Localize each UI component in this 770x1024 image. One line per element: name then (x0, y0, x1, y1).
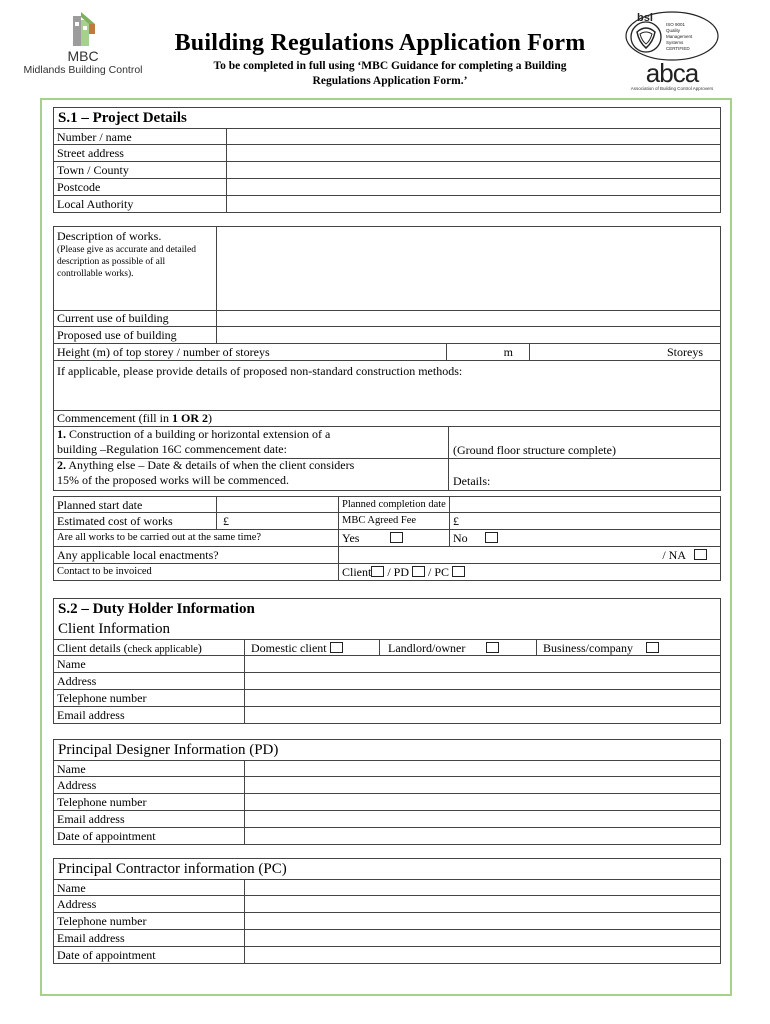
s1-row-current-use (53, 310, 721, 327)
s1-row-number-name (53, 128, 721, 145)
bsi-line-3: Management (666, 34, 693, 39)
s1-no-label: No (453, 531, 468, 545)
s1-yes-checkbox[interactable] (390, 532, 403, 543)
s1-row-option1 (53, 427, 721, 459)
s1-commencement-pre: Commencement (fill in (57, 411, 172, 425)
abca-subtitle: Association of Building Control Approvers (630, 86, 714, 91)
s1-input-estimated-cost[interactable] (217, 513, 338, 529)
bsi-line-2: Quality (666, 28, 681, 33)
s2-pd-input-email[interactable] (245, 811, 721, 827)
s1-row-proposed-use (53, 327, 721, 344)
s2-pd-label-name: Name (57, 762, 86, 776)
s1-label-town: Town / County (57, 163, 129, 177)
s2-pd-row-email (53, 811, 721, 828)
s2-pd-label-telephone: Telephone number (57, 795, 147, 809)
s2-client-input-email[interactable] (245, 707, 721, 723)
s2-pd-row-name (53, 760, 721, 777)
s1-row-invoice (53, 564, 721, 581)
s1-option1-line1: Construction of a building or horizontal extension of a (66, 427, 331, 441)
s2-pd-heading-row (53, 739, 721, 760)
s2-pc-input-email[interactable] (245, 930, 721, 946)
bsi-wordmark: bsi (637, 12, 653, 24)
s2-client-label-email: Email address (57, 708, 125, 722)
s1-input-local-authority[interactable] (227, 196, 721, 212)
s1-description-input[interactable] (217, 227, 720, 310)
s1-description-hint: (Please give as accurate and detailed description as possible of all controllable works). (57, 245, 196, 279)
s1-row-commencement (53, 410, 721, 427)
s2-client-type-close: ) (197, 641, 202, 655)
s1-row-street (53, 145, 721, 162)
mbc-abbreviation: MBC (67, 48, 99, 64)
s1-row-costs (53, 513, 721, 530)
s1-option2-text (57, 458, 447, 488)
s2-pc-label-address: Address (57, 897, 97, 911)
s1-commencement-bold: 1 OR 2 (171, 411, 208, 425)
s2-pc-label-name: Name (57, 881, 86, 895)
bsi-line-5: CERTIFIED (666, 46, 690, 51)
s1-option2-line1: Anything else – Date & details of when the client considers (66, 458, 355, 472)
s2-pc-heading: Principal Contractor information (PC) (58, 861, 287, 877)
s1-fee-currency: £ (453, 514, 459, 528)
s2-business-label: Business/company (543, 641, 633, 655)
s1-option1-text (57, 427, 447, 457)
s2-domestic-checkbox[interactable] (330, 642, 343, 653)
s2-pc-heading-row (53, 858, 721, 879)
s2-client-row-address (53, 673, 721, 690)
s2-option-domestic (245, 640, 379, 655)
s1-invoice-pc-checkbox[interactable] (452, 566, 465, 577)
s1-option2-details: Details: (453, 474, 491, 488)
s1-description-block (53, 226, 721, 311)
s1-row-nonstandard[interactable] (53, 361, 721, 411)
s1-label-planned-start: Planned start date (57, 498, 143, 512)
mbc-house-icon (61, 10, 105, 48)
s1-cost-currency: £ (223, 514, 229, 528)
s2-pd-label-appointment: Date of appointment (57, 829, 156, 843)
s2-client-row-name (53, 656, 721, 673)
s1-option1-note: (Ground floor structure complete) (453, 443, 616, 457)
s1-option2-input[interactable] (449, 458, 720, 490)
s2-option-business (537, 640, 721, 655)
s2-client-row-telephone (53, 690, 721, 707)
s2-pc-row-appointment (53, 947, 721, 964)
s2-pc-input-telephone[interactable] (245, 913, 721, 929)
s2-client-row-email (53, 707, 721, 724)
s1-label-local-authority: Local Authority (57, 197, 134, 211)
s1-input-current-use[interactable] (217, 310, 721, 326)
s1-commencement-label (54, 410, 454, 426)
s1-invoice-pd-label: / PD (387, 565, 410, 579)
s1-na-checkbox[interactable] (694, 549, 707, 560)
s1-row-option2 (53, 458, 721, 491)
s2-pc-row-address (53, 896, 721, 913)
s2-pc-label-email: Email address (57, 931, 125, 945)
s2-pc-row-telephone (53, 913, 721, 930)
s1-row-same-time (53, 530, 721, 547)
s1-label-current-use: Current use of building (57, 311, 169, 325)
mbc-organisation-name: Midlands Building Control (23, 64, 143, 76)
s2-landlord-checkbox[interactable] (486, 642, 499, 653)
s2-pc-label-telephone: Telephone number (57, 914, 147, 928)
bsi-line-4: Systems (666, 40, 684, 45)
s1-yes-option (339, 530, 449, 546)
s1-yes-label: Yes (342, 531, 360, 545)
s1-label-height: Height (m) of top storey / number of storeys (57, 345, 270, 359)
s1-input-postcode[interactable] (227, 179, 721, 195)
s1-no-option (450, 530, 530, 546)
s1-label-nonstandard: If applicable, please provide details of proposed non-standard construction methods: (57, 364, 463, 378)
subtitle-line-2: Regulations Application Form.’ (312, 75, 468, 87)
bsi-line-1: ISO 9001 (666, 22, 686, 27)
s1-input-planned-start[interactable] (217, 497, 338, 512)
s2-client-type-text: Client details ( (57, 641, 128, 655)
form-title: Building Regulations Application Form (174, 30, 586, 56)
s1-input-street[interactable] (227, 145, 721, 161)
s2-client-label-address: Address (57, 674, 97, 688)
s1-option2-line2: 15% of the proposed works will be commenced. (57, 473, 289, 487)
s1-option1-num: 1. (57, 427, 66, 441)
s1-input-number-name[interactable] (227, 129, 721, 144)
s2-client-label-telephone: Telephone number (57, 691, 147, 705)
subtitle-line-1: To be completed in full using ‘MBC Guidance for completing a Building (213, 60, 567, 72)
s2-pd-input-appointment[interactable] (245, 828, 721, 844)
s1-row-local-enactments (53, 547, 721, 564)
s2-client-type-label (54, 640, 244, 655)
s2-pd-heading: Principal Designer Information (PD) (58, 742, 279, 758)
s1-invoice-client-label: Client (342, 565, 372, 579)
s1-input-mbc-fee[interactable] (450, 513, 721, 529)
mbc-logo (18, 10, 148, 86)
s2-domestic-label: Domestic client (251, 641, 327, 655)
s1-input-storeys[interactable] (530, 344, 721, 360)
s1-label-invoice: Contact to be invoiced (57, 566, 152, 577)
abca-wordmark: abca (645, 58, 699, 88)
s2-business-checkbox[interactable] (646, 642, 659, 653)
s1-input-local-enactments[interactable] (339, 547, 721, 563)
s2-pc-row-email (53, 930, 721, 947)
s1-label-estimated-cost: Estimated cost of works (57, 514, 173, 528)
s2-heading: S.2 – Duty Holder Information (58, 601, 255, 617)
s1-row-local-authority (53, 196, 721, 213)
s1-input-proposed-use[interactable] (217, 327, 721, 343)
s2-client-type-small: check applicable (127, 644, 198, 655)
s2-row-client-type (53, 639, 721, 656)
s2-heading-row (53, 598, 721, 619)
s1-invoice-pc-label: / PC (428, 565, 450, 579)
s2-option-landlord (380, 640, 536, 655)
s1-no-checkbox[interactable] (485, 532, 498, 543)
abca-logo (620, 60, 724, 94)
s1-row-height (53, 344, 721, 361)
s1-option1-line2: building –Regulation 16C commencement date: (57, 442, 287, 456)
s1-description-label: Description of works. (57, 229, 162, 243)
s2-pd-row-address (53, 777, 721, 794)
s2-client-input-address[interactable] (245, 673, 721, 689)
s2-pd-input-name[interactable] (245, 761, 721, 776)
s2-client-input-name[interactable] (245, 656, 721, 672)
s1-row-dates (53, 496, 721, 513)
s2-pc-input-name[interactable] (245, 880, 721, 895)
s2-pd-row-telephone (53, 794, 721, 811)
s2-client-heading-row (53, 619, 721, 640)
s1-option2-num: 2. (57, 458, 66, 472)
s1-label-number-name: Number / name (57, 130, 132, 144)
s1-storeys-unit: Storeys (667, 345, 703, 359)
s2-pc-label-appointment: Date of appointment (57, 948, 156, 962)
s2-pd-input-telephone[interactable] (245, 794, 721, 810)
s1-label-postcode: Postcode (57, 180, 101, 194)
s2-client-heading: Client Information (58, 621, 171, 637)
s1-label-mbc-fee: MBC Agreed Fee (342, 515, 417, 526)
s1-label-planned-completion: Planned completion date (342, 499, 446, 510)
s1-label-street: Street address (57, 146, 124, 160)
s2-pd-label-email: Email address (57, 812, 125, 826)
s1-commencement-post: ) (207, 411, 212, 425)
s1-label-same-time: Are all works to be carried out at the same time? (57, 532, 262, 543)
s2-client-input-telephone[interactable] (245, 690, 721, 706)
s1-label-local-enactments: Any applicable local enactments? (57, 548, 219, 562)
s1-row-postcode (53, 179, 721, 196)
s1-input-planned-completion[interactable] (450, 497, 721, 512)
s2-pc-input-appointment[interactable] (245, 947, 721, 963)
s2-pc-row-name (53, 879, 721, 896)
s2-pd-row-appointment (53, 828, 721, 845)
s1-invoice-client-checkbox[interactable] (371, 566, 384, 577)
s1-option1-input[interactable] (449, 427, 720, 458)
s1-invoice-options (339, 564, 721, 580)
s2-pd-label-address: Address (57, 778, 97, 792)
s1-na-label: / NA (662, 548, 686, 562)
s1-label-proposed-use: Proposed use of building (57, 328, 177, 342)
s1-input-height[interactable] (447, 344, 529, 360)
s1-heading: S.1 – Project Details (58, 110, 187, 126)
form-subtitle (150, 59, 630, 89)
s2-pd-input-address[interactable] (245, 777, 721, 793)
s1-heading-row (53, 107, 721, 129)
s2-landlord-label: Landlord/owner (388, 641, 466, 655)
s1-row-town (53, 162, 721, 179)
s2-client-label-name: Name (57, 657, 86, 671)
s1-invoice-pd-checkbox[interactable] (412, 566, 425, 577)
s1-input-town[interactable] (227, 162, 721, 178)
s1-height-unit: m (503, 345, 513, 359)
s2-pc-input-address[interactable] (245, 896, 721, 912)
bsi-certification-logo (624, 10, 720, 62)
